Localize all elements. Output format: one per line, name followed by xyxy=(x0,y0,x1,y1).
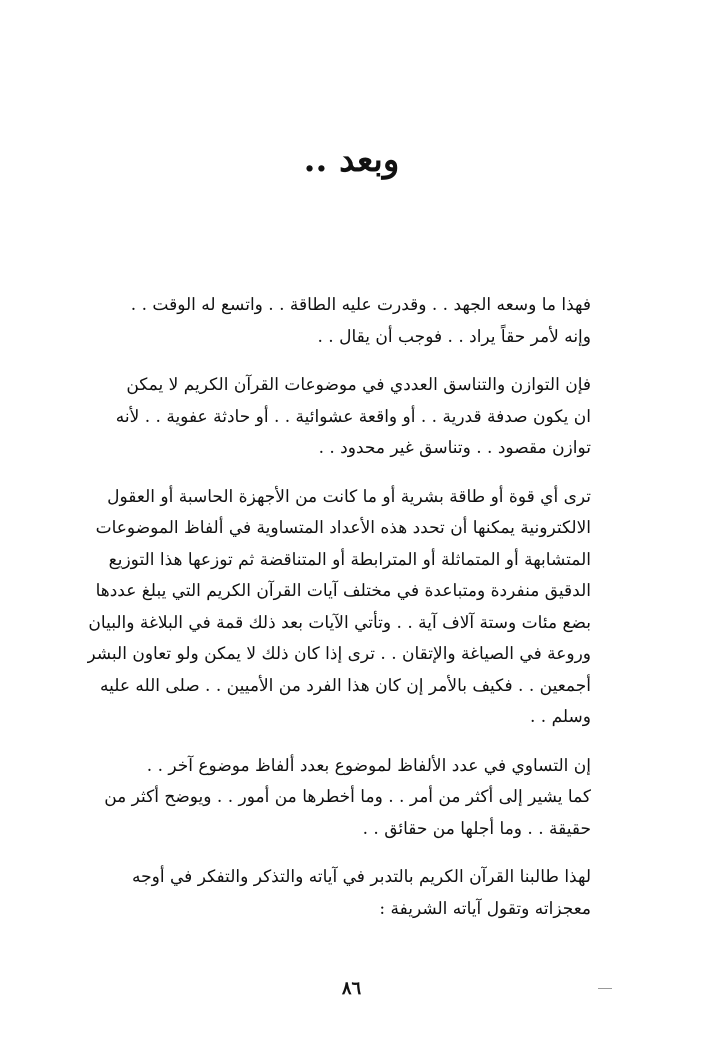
text-line: كما يشير إلى أكثر من أمر . . وما أخطرها من أمور . . ويوضح أكثر من xyxy=(104,787,591,807)
paragraph-2 xyxy=(87,370,615,465)
text-line: وسلم . . xyxy=(529,707,591,727)
text-line: فإن التوازن والتناسق العددي في موضوعات القرآن الكريم لا يمكن xyxy=(126,375,591,395)
paragraph-3 xyxy=(87,482,615,734)
scan-mark xyxy=(598,988,612,989)
paragraph-4 xyxy=(87,751,615,846)
text-line: فهذا ما وسعه الجهد . . وقدرت عليه الطاقة . . واتسع له الوقت . . xyxy=(130,295,591,315)
text-line: الالكترونية يمكنها أن تحدد هذه الأعداد المتساوية في ألفاظ الموضوعات xyxy=(95,518,591,538)
page-number: ٨٦ xyxy=(341,978,362,999)
section-heading: وبعد .. xyxy=(303,140,400,180)
text-line: أجمعين . . فكيف بالأمر إن كان هذا الفرد من الأميين . . صلى الله عليه xyxy=(99,675,591,696)
text-line: توازن مقصود . . وتناسق غير محدود . . xyxy=(318,438,591,458)
text-line: معجزاته وتقول آياته الشريفة : xyxy=(379,898,591,919)
paragraph-5 xyxy=(87,862,615,925)
text-line: حقيقة . . وما أجلها من حقائق . . xyxy=(362,818,591,839)
text-line: الدقيق منفردة ومتباعدة في مختلف آيات القرآن الكريم التي يبلغ عددها xyxy=(95,581,591,601)
text-line: وإنه لأمر حقاً يراد . . فوجب أن يقال . . xyxy=(317,326,591,347)
text-line: لهذا طالبنا القرآن الكريم بالتدبر في آياته والتذكر والتفكر في أوجه xyxy=(132,867,591,887)
text-line: المتشابهة أو المتماثلة أو المترابطة أو المتناقضة ثم توزعها هذا التوزيع xyxy=(108,549,591,570)
paragraph-1 xyxy=(87,290,615,353)
text-line: ترى أي قوة أو طاقة بشرية أو ما كانت من الأجهزة الحاسبة أو العقول xyxy=(107,486,591,507)
text-line: بضع مئات وستة آلاف آية . . وتأتي الآيات بعد ذلك قمة في البلاغة والبيان xyxy=(88,612,591,633)
body-text xyxy=(87,290,615,942)
text-line: وروعة في الصياغة والإتقان . . ترى إذا كان ذلك لا يمكن ولو تعاون البشر xyxy=(87,644,591,664)
text-line: ان يكون صدفة قدرية . . أو واقعة عشوائية . . أو حادثة عفوية . . لأنه xyxy=(115,406,591,427)
text-line: إن التساوي في عدد الألفاظ لموضوع بعدد ألفاظ موضوع آخر . . xyxy=(146,755,591,776)
